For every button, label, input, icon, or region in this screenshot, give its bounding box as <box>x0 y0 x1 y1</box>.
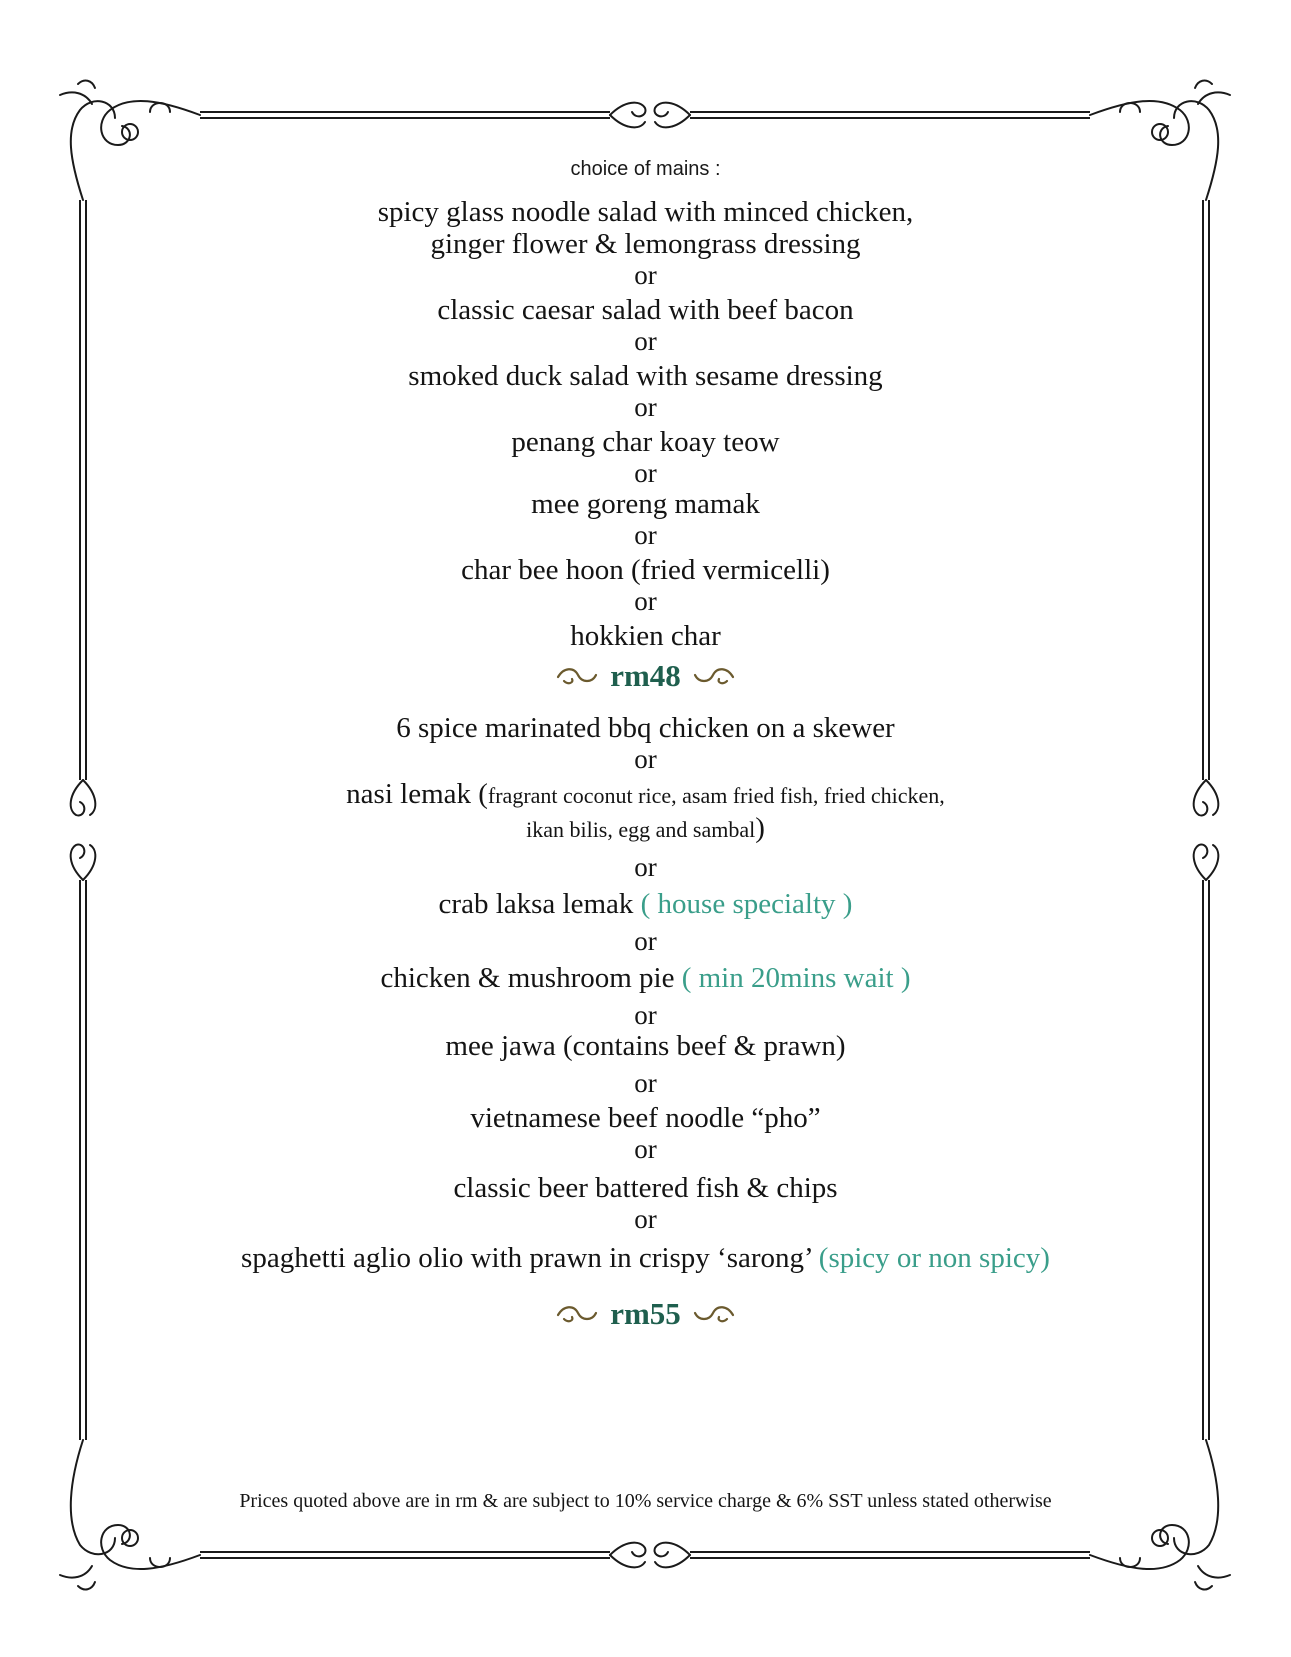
dish-nasi-lemak-desc: fragrant coconut rice, asam fried fish, fried chicken, <box>487 783 945 808</box>
dish-crab-laksa <box>0 888 1291 920</box>
dish-nasi-lemak-desc2: ikan bilis, egg and sambal <box>526 817 756 842</box>
section-rm55 <box>0 712 1291 1332</box>
or-separator: or <box>634 852 657 882</box>
dish-glass-noodle-line2: ginger flower & lemongrass dressing <box>430 228 861 260</box>
dish-chicken-pie-name: chicken & mushroom pie <box>380 962 682 994</box>
dish-char-bee-hoon: char bee hoon (fried vermicelli) <box>461 554 830 586</box>
spicy-option-note: (spicy or non spicy) <box>818 1242 1050 1274</box>
or-separator: or <box>634 744 657 774</box>
dish-smoked-duck-salad: smoked duck salad with sesame dressing <box>408 360 883 392</box>
dish-mee-jawa: mee jawa (contains beef & prawn) <box>445 1030 846 1062</box>
page-title: choice of mains : <box>570 158 721 180</box>
dish-caesar-salad: classic caesar salad with beef bacon <box>437 294 854 326</box>
dish-nasi-lemak <box>0 778 1291 812</box>
flourish-left-icon <box>554 1301 600 1327</box>
dish-spaghetti-aglio-olio <box>0 1242 1291 1274</box>
or-separator: or <box>634 1068 657 1098</box>
section-rm48 <box>0 196 1291 694</box>
dish-bbq-chicken: 6 spice marinated bbq chicken on a skewer <box>396 712 895 744</box>
dish-nasi-lemak-line2 <box>0 812 1291 846</box>
or-separator: or <box>634 586 657 616</box>
or-separator: or <box>634 1134 657 1164</box>
house-specialty-note: ( house specialty ) <box>640 888 853 920</box>
dish-pho: vietnamese beef noodle “pho” <box>470 1102 821 1134</box>
or-separator: or <box>634 1204 657 1234</box>
dish-nasi-lemak-name: nasi lemak ( <box>346 778 488 810</box>
flourish-right-icon <box>691 1301 737 1327</box>
price-label: rm55 <box>610 1296 681 1331</box>
pricing-disclaimer: Prices quoted above are in rm & are subject to 10% service charge & 6% SST unless stated otherwise <box>239 1490 1052 1512</box>
price-row <box>0 1296 1291 1332</box>
dish-nasi-lemak-close: ) <box>755 812 765 844</box>
wait-time-note: ( min 20mins wait ) <box>681 962 911 994</box>
dish-char-koay-teow: penang char koay teow <box>511 426 780 458</box>
or-separator: or <box>634 458 657 488</box>
or-separator: or <box>634 260 657 290</box>
dish-chicken-pie <box>0 962 1291 994</box>
or-separator: or <box>634 926 657 956</box>
flourish-right-icon <box>691 663 737 689</box>
dish-spaghetti-name: spaghetti aglio olio with prawn in crispy ‘sarong’ <box>241 1242 819 1274</box>
or-separator: or <box>634 392 657 422</box>
flourish-left-icon <box>554 663 600 689</box>
dish-mee-goreng: mee goreng mamak <box>531 488 760 520</box>
or-separator: or <box>634 1000 657 1030</box>
dish-crab-laksa-name: crab laksa lemak <box>438 888 641 920</box>
dish-glass-noodle-line1: spicy glass noodle salad with minced chicken, <box>377 196 914 228</box>
price-row <box>0 658 1291 694</box>
or-separator: or <box>634 326 657 356</box>
dish-hokkien-char: hokkien char <box>570 620 721 652</box>
dish-fish-and-chips: classic beer battered fish & chips <box>453 1172 838 1204</box>
or-separator: or <box>634 520 657 550</box>
price-label: rm48 <box>610 658 681 693</box>
